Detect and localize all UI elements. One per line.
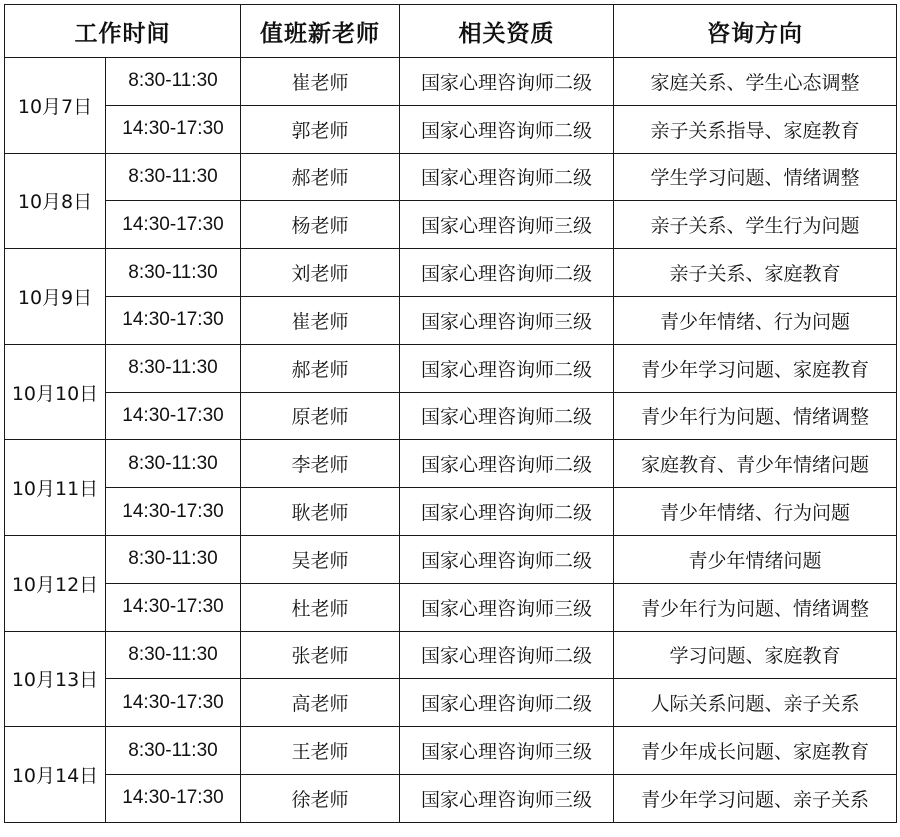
- table-row: [5, 631, 897, 679]
- direction-cell: 家庭关系、学生心态调整: [614, 58, 897, 106]
- direction-cell: 青少年学习问题、亲子关系: [614, 774, 897, 822]
- teacher-cell: 王老师: [241, 727, 400, 775]
- time-cell: 8:30-11:30: [106, 58, 241, 106]
- header-direction: 咨询方向: [614, 5, 897, 58]
- time-cell: 14:30-17:30: [106, 201, 241, 249]
- table-row: [5, 440, 897, 488]
- time-cell: 8:30-11:30: [106, 631, 241, 679]
- qualification-cell: 国家心理咨询师二级: [400, 440, 614, 488]
- teacher-cell: 耿老师: [241, 488, 400, 536]
- qualification-cell: 国家心理咨询师二级: [400, 249, 614, 297]
- qualification-cell: 国家心理咨询师三级: [400, 774, 614, 822]
- qualification-cell: 国家心理咨询师二级: [400, 488, 614, 536]
- direction-cell: 亲子关系指导、家庭教育: [614, 105, 897, 153]
- date-cell: 10月8日: [5, 153, 106, 249]
- teacher-cell: 郭老师: [241, 105, 400, 153]
- time-cell: 14:30-17:30: [106, 774, 241, 822]
- direction-cell: 青少年学习问题、家庭教育: [614, 344, 897, 392]
- table-row: [5, 344, 897, 392]
- table-row: [5, 105, 897, 153]
- table-row: [5, 249, 897, 297]
- teacher-cell: 崔老师: [241, 58, 400, 106]
- direction-cell: 学习问题、家庭教育: [614, 631, 897, 679]
- time-cell: 8:30-11:30: [106, 153, 241, 201]
- time-cell: 8:30-11:30: [106, 249, 241, 297]
- teacher-cell: 徐老师: [241, 774, 400, 822]
- table-row: [5, 488, 897, 536]
- table-row: [5, 774, 897, 822]
- teacher-cell: 郝老师: [241, 344, 400, 392]
- table-row: [5, 392, 897, 440]
- time-cell: 14:30-17:30: [106, 392, 241, 440]
- date-cell: 10月9日: [5, 249, 106, 345]
- time-cell: 8:30-11:30: [106, 535, 241, 583]
- table-row: [5, 727, 897, 775]
- time-cell: 8:30-11:30: [106, 727, 241, 775]
- direction-cell: 亲子关系、学生行为问题: [614, 201, 897, 249]
- teacher-cell: 原老师: [241, 392, 400, 440]
- qualification-cell: 国家心理咨询师三级: [400, 583, 614, 631]
- direction-cell: 青少年情绪、行为问题: [614, 488, 897, 536]
- direction-cell: 青少年行为问题、情绪调整: [614, 583, 897, 631]
- teacher-cell: 崔老师: [241, 296, 400, 344]
- table-row: [5, 583, 897, 631]
- table-row: [5, 296, 897, 344]
- header-teacher: 值班新老师: [241, 5, 400, 58]
- table-row: [5, 58, 897, 106]
- direction-cell: 青少年情绪、行为问题: [614, 296, 897, 344]
- qualification-cell: 国家心理咨询师二级: [400, 344, 614, 392]
- table-header-row: [5, 5, 897, 58]
- teacher-cell: 高老师: [241, 679, 400, 727]
- qualification-cell: 国家心理咨询师三级: [400, 296, 614, 344]
- qualification-cell: 国家心理咨询师二级: [400, 535, 614, 583]
- table-row: [5, 535, 897, 583]
- date-cell: 10月10日: [5, 344, 106, 440]
- header-qualification: 相关资质: [400, 5, 614, 58]
- teacher-cell: 杜老师: [241, 583, 400, 631]
- duty-schedule-table: [4, 4, 897, 823]
- qualification-cell: 国家心理咨询师三级: [400, 201, 614, 249]
- table-row: [5, 153, 897, 201]
- table-body: [5, 58, 897, 823]
- qualification-cell: 国家心理咨询师三级: [400, 727, 614, 775]
- teacher-cell: 郝老师: [241, 153, 400, 201]
- direction-cell: 青少年情绪问题: [614, 535, 897, 583]
- qualification-cell: 国家心理咨询师二级: [400, 631, 614, 679]
- date-cell: 10月11日: [5, 440, 106, 536]
- header-work-time: 工作时间: [5, 5, 241, 58]
- teacher-cell: 李老师: [241, 440, 400, 488]
- teacher-cell: 刘老师: [241, 249, 400, 297]
- qualification-cell: 国家心理咨询师二级: [400, 153, 614, 201]
- direction-cell: 青少年行为问题、情绪调整: [614, 392, 897, 440]
- time-cell: 14:30-17:30: [106, 105, 241, 153]
- date-cell: 10月14日: [5, 727, 106, 823]
- qualification-cell: 国家心理咨询师二级: [400, 679, 614, 727]
- direction-cell: 青少年成长问题、家庭教育: [614, 727, 897, 775]
- qualification-cell: 国家心理咨询师二级: [400, 392, 614, 440]
- date-cell: 10月7日: [5, 58, 106, 154]
- qualification-cell: 国家心理咨询师二级: [400, 105, 614, 153]
- time-cell: 8:30-11:30: [106, 440, 241, 488]
- time-cell: 14:30-17:30: [106, 583, 241, 631]
- qualification-cell: 国家心理咨询师二级: [400, 58, 614, 106]
- table-row: [5, 679, 897, 727]
- date-cell: 10月13日: [5, 631, 106, 727]
- teacher-cell: 杨老师: [241, 201, 400, 249]
- table-row: [5, 201, 897, 249]
- direction-cell: 亲子关系、家庭教育: [614, 249, 897, 297]
- teacher-cell: 张老师: [241, 631, 400, 679]
- time-cell: 14:30-17:30: [106, 296, 241, 344]
- time-cell: 8:30-11:30: [106, 344, 241, 392]
- time-cell: 14:30-17:30: [106, 488, 241, 536]
- time-cell: 14:30-17:30: [106, 679, 241, 727]
- direction-cell: 人际关系问题、亲子关系: [614, 679, 897, 727]
- teacher-cell: 吴老师: [241, 535, 400, 583]
- direction-cell: 学生学习问题、情绪调整: [614, 153, 897, 201]
- date-cell: 10月12日: [5, 535, 106, 631]
- direction-cell: 家庭教育、青少年情绪问题: [614, 440, 897, 488]
